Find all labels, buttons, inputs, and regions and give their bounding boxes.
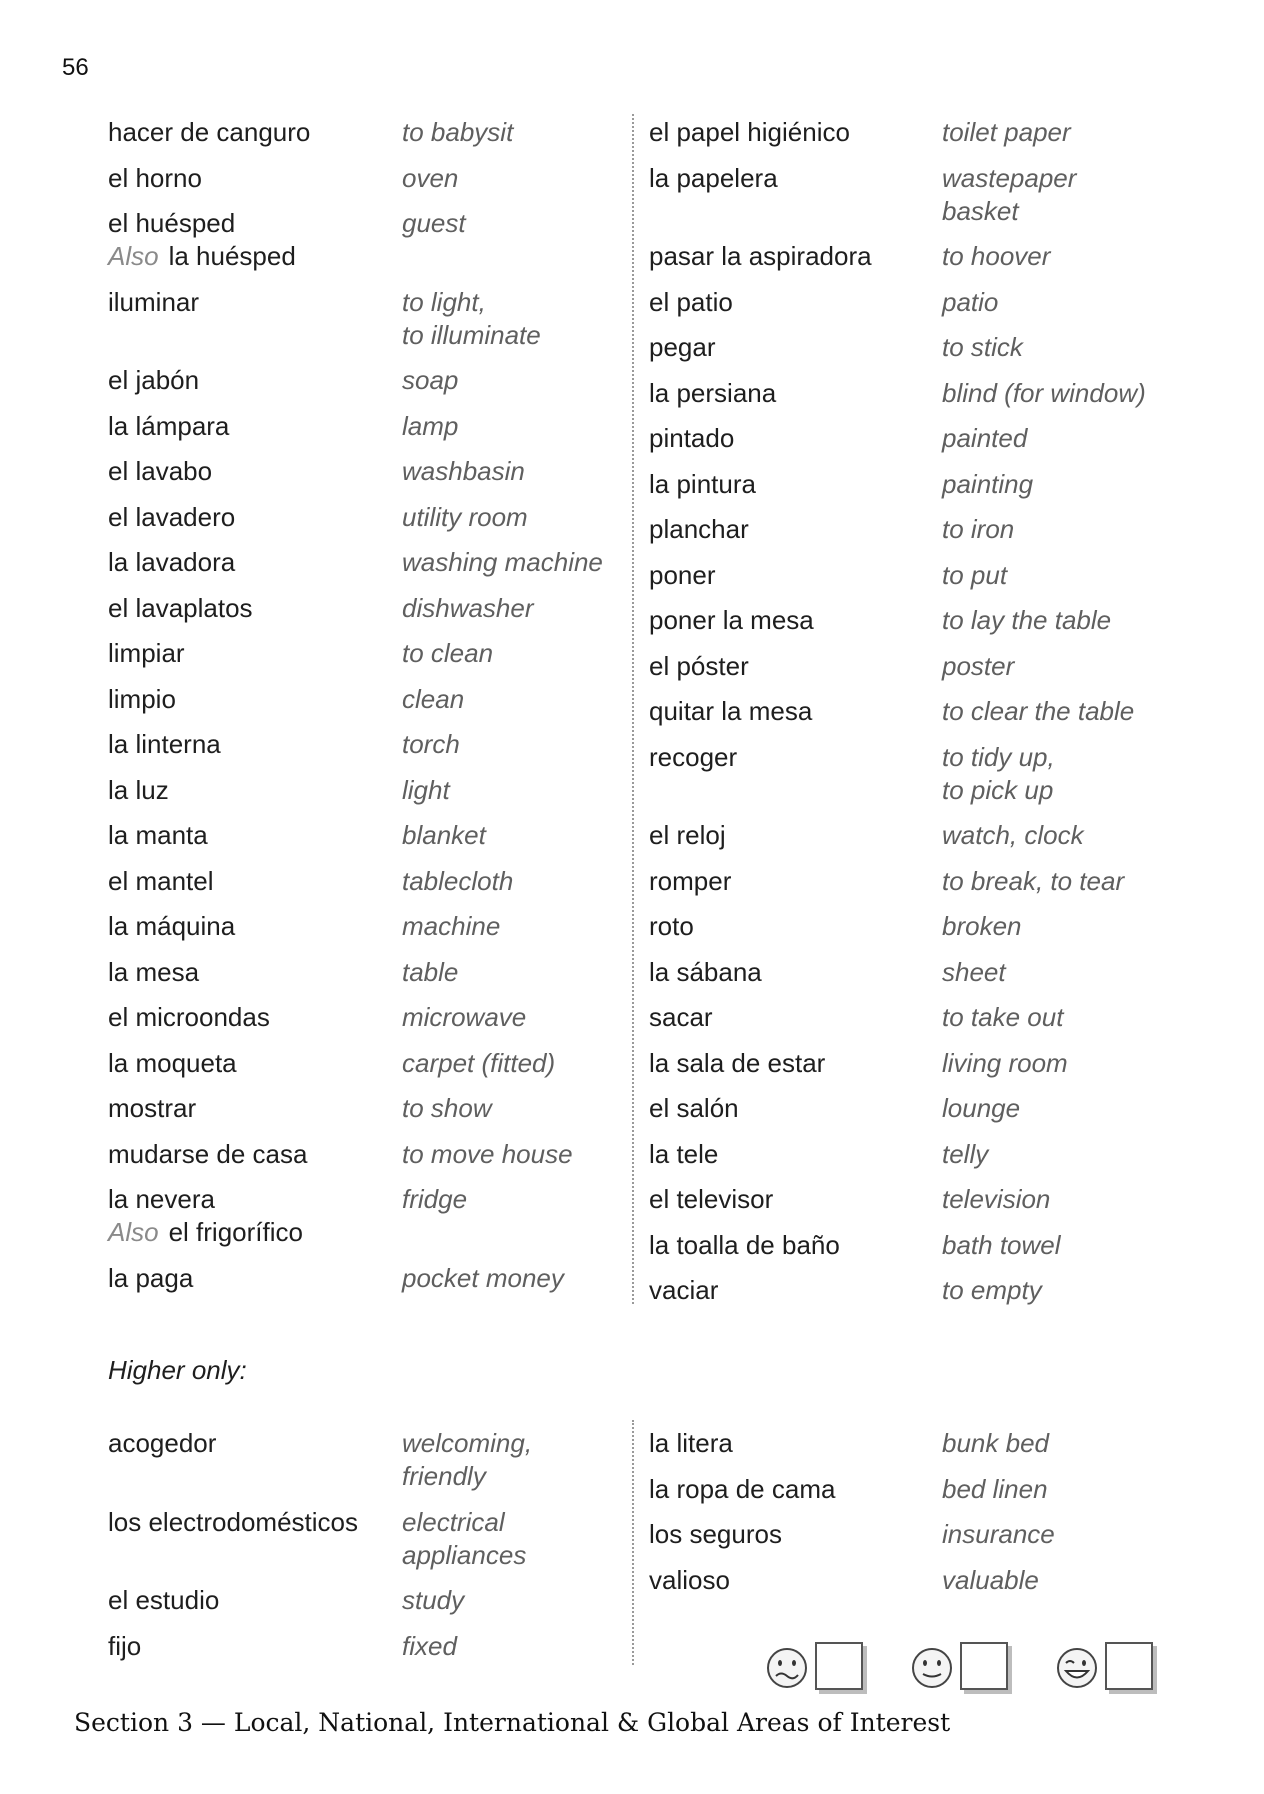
spanish-word: el lavadero: [108, 501, 236, 532]
english-translation: [942, 422, 1027, 455]
translation-line: oven: [402, 162, 459, 193]
translation-line: blind (for window): [942, 377, 1146, 408]
spanish-word: la papelera: [649, 162, 778, 193]
spanish-term: [649, 819, 726, 852]
translation-line: microwave: [402, 1002, 527, 1032]
translation-line: lounge: [942, 1093, 1021, 1123]
english-translation: [942, 865, 1124, 898]
english-translation: [402, 116, 513, 149]
spanish-word: la sala de estar: [649, 1047, 826, 1078]
translation-line: sheet: [942, 956, 1006, 987]
english-translation: [402, 162, 458, 195]
english-translation: [942, 1274, 1042, 1307]
spanish-term: [108, 910, 235, 943]
confidence-unsure: [765, 1640, 875, 1700]
translation-line: fixed: [402, 1630, 457, 1661]
spanish-term: [649, 240, 872, 273]
spanish-term: [108, 683, 176, 716]
translation-line: friendly: [402, 1461, 486, 1491]
spanish-word: sacar: [649, 1002, 713, 1032]
translation-line: basket: [942, 195, 1019, 226]
column-divider: [632, 114, 634, 1304]
spanish-term: [649, 1473, 835, 1506]
spanish-word: pegar: [649, 332, 716, 362]
confidence-confident: [1055, 1640, 1165, 1700]
spanish-term: [108, 410, 229, 443]
spanish-word: el salón: [649, 1093, 739, 1123]
confident-checkbox[interactable]: [1105, 1642, 1153, 1690]
confident-face-icon: [1055, 1646, 1099, 1690]
english-translation: [942, 1138, 988, 1171]
english-translation: [402, 865, 513, 898]
spanish-term: [649, 1274, 718, 1307]
spanish-term: [108, 774, 169, 807]
spanish-word: los seguros: [649, 1519, 782, 1549]
english-translation: [402, 1183, 467, 1216]
spanish-word: la manta: [108, 820, 208, 850]
spanish-word: la máquina: [108, 911, 236, 941]
spanish-word: los electrodomésticos: [108, 1506, 358, 1537]
english-translation: [402, 819, 486, 852]
spanish-word: la litera: [649, 1428, 733, 1458]
spanish-term: [108, 592, 253, 625]
spanish-term: [649, 650, 749, 683]
spanish-term: [649, 1138, 718, 1171]
spanish-term: [649, 910, 694, 943]
spanish-term: [108, 1262, 193, 1295]
english-translation: [942, 604, 1111, 637]
spanish-word: acogedor: [108, 1428, 217, 1458]
translation-line: to tidy up,: [942, 741, 1055, 772]
translation-line: tablecloth: [402, 865, 514, 896]
translation-line: to stick: [942, 332, 1023, 362]
spanish-term: [108, 501, 235, 534]
english-translation: [402, 207, 466, 240]
spanish-term: [649, 1427, 733, 1460]
spanish-term: [108, 455, 212, 488]
translation-line: wastepaper: [942, 162, 1077, 193]
spanish-word: roto: [649, 911, 694, 941]
english-translation: [942, 1473, 1048, 1506]
spanish-term: [108, 162, 202, 195]
english-translation: [402, 1262, 564, 1295]
spanish-word: quitar la mesa: [649, 696, 813, 726]
english-translation: [942, 1183, 1050, 1216]
english-translation: [402, 455, 525, 488]
translation-line: toilet paper: [942, 117, 1071, 147]
spanish-word: pintado: [649, 423, 735, 453]
spanish-term: [649, 559, 716, 592]
english-translation: [942, 1229, 1061, 1262]
spanish-term: [108, 1630, 141, 1663]
alternative-form: [108, 240, 296, 273]
english-translation: [402, 956, 458, 989]
translation-line: living room: [942, 1047, 1068, 1078]
translation-line: telly: [942, 1138, 989, 1169]
english-translation: [942, 910, 1022, 943]
spanish-term: [108, 1092, 196, 1125]
spanish-word: el reloj: [649, 820, 726, 850]
english-translation: [942, 286, 998, 319]
spanish-word: el horno: [108, 162, 202, 193]
translation-line: to clean: [402, 638, 494, 668]
spanish-word: la moqueta: [108, 1047, 237, 1078]
ok-face-icon: [910, 1646, 954, 1690]
english-translation: [942, 650, 1014, 683]
translation-line: bed linen: [942, 1473, 1048, 1504]
translation-line: pocket money: [402, 1262, 564, 1293]
spanish-word: planchar: [649, 514, 749, 544]
english-translation: [942, 377, 1146, 410]
translation-line: television: [942, 1184, 1051, 1214]
spanish-word: la nevera: [108, 1184, 215, 1214]
translation-line: washing machine: [402, 547, 603, 577]
spanish-word: el lavaplatos: [108, 592, 253, 623]
spanish-term: [649, 1564, 730, 1597]
spanish-term: [649, 468, 756, 501]
translation-line: to take out: [942, 1002, 1064, 1032]
translation-line: to empty: [942, 1275, 1042, 1305]
spanish-word: el mantel: [108, 865, 214, 896]
english-translation: [942, 559, 1007, 592]
spanish-word: limpio: [108, 683, 176, 714]
spanish-term: [649, 695, 812, 728]
translation-line: utility room: [402, 501, 528, 532]
english-translation: [942, 1427, 1049, 1460]
english-translation: [402, 774, 450, 807]
english-translation: [942, 1518, 1055, 1551]
translation-line: to iron: [942, 514, 1015, 544]
spanish-term: [108, 819, 208, 852]
english-translation: [402, 1001, 526, 1034]
translation-line: to break, to tear: [942, 865, 1125, 896]
spanish-term: [649, 1183, 773, 1216]
translation-line: to hoover: [942, 241, 1051, 271]
translation-line: painted: [942, 423, 1028, 453]
spanish-word: mostrar: [108, 1093, 197, 1123]
translation-line: electrical: [402, 1506, 505, 1537]
spanish-word: el televisor: [649, 1184, 774, 1214]
spanish-term: [108, 865, 214, 898]
spanish-term: [108, 1427, 216, 1460]
higher-column-divider: [632, 1420, 634, 1665]
translation-line: bunk bed: [942, 1428, 1049, 1458]
translation-line: poster: [942, 650, 1015, 681]
also-label: Also: [108, 241, 159, 271]
section-footer: Section 3 — Local, National, International & Global Areas of Interest: [74, 1708, 951, 1737]
translation-line: to put: [942, 559, 1008, 590]
translation-line: to babysit: [402, 117, 514, 147]
translation-line: to lay the table: [942, 605, 1112, 635]
english-translation: [402, 501, 528, 534]
english-translation: [942, 1092, 1020, 1125]
english-translation: [942, 819, 1084, 852]
spanish-term: [649, 956, 762, 989]
english-translation: [402, 1630, 457, 1663]
translation-line: appliances: [402, 1539, 527, 1570]
english-translation: [402, 286, 541, 352]
spanish-term: [649, 513, 749, 546]
spanish-word: el patio: [649, 286, 733, 317]
spanish-word: el lavabo: [108, 456, 213, 486]
translation-line: washbasin: [402, 456, 525, 486]
translation-line: valuable: [942, 1564, 1039, 1595]
spanish-word: hacer de canguro: [108, 117, 311, 147]
spanish-word: mudarse de casa: [108, 1138, 308, 1169]
spanish-word: iluminar: [108, 286, 200, 317]
spanish-term: [108, 1584, 219, 1617]
english-translation: [402, 1427, 532, 1493]
spanish-term: [108, 637, 185, 670]
translation-line: machine: [402, 911, 501, 941]
spanish-word: valioso: [649, 1564, 730, 1595]
translation-line: fridge: [402, 1184, 468, 1214]
english-translation: [402, 1047, 555, 1080]
spanish-term: [649, 422, 734, 455]
spanish-word: el papel higiénico: [649, 117, 850, 147]
spanish-word: pasar la aspiradora: [649, 241, 872, 271]
translation-line: soap: [402, 365, 459, 395]
english-translation: [942, 240, 1050, 273]
also-label: Also: [108, 1217, 159, 1247]
english-translation: [402, 1584, 464, 1617]
english-translation: [402, 546, 603, 579]
english-translation: [942, 1001, 1063, 1034]
spanish-term: [108, 1506, 358, 1539]
higher-only-heading: Higher only:: [108, 1355, 247, 1385]
english-translation: [402, 1506, 526, 1572]
spanish-term: [108, 1138, 307, 1171]
english-translation: [402, 910, 500, 943]
ok-checkbox[interactable]: [960, 1642, 1008, 1690]
spanish-word: recoger: [649, 741, 738, 772]
translation-line: table: [402, 956, 459, 987]
vocab-column-right: [649, 116, 1169, 1320]
english-translation: [942, 741, 1055, 807]
spanish-term: [108, 1001, 270, 1034]
spanish-word: la pintura: [649, 468, 756, 499]
spanish-term: [649, 1518, 782, 1551]
spanish-term: [649, 162, 778, 195]
spanish-word: el huésped: [108, 208, 236, 238]
spanish-word: el póster: [649, 650, 749, 681]
spanish-term: [649, 865, 731, 898]
english-translation: [942, 162, 1076, 228]
spanish-word: la paga: [108, 1262, 194, 1293]
english-translation: [402, 364, 458, 397]
translation-line: broken: [942, 911, 1022, 941]
translation-line: dishwasher: [402, 592, 534, 623]
spanish-term: [108, 364, 199, 397]
translation-line: carpet (fitted): [402, 1047, 556, 1078]
spanish-word: la sábana: [649, 956, 762, 987]
spanish-word: la persiana: [649, 377, 777, 408]
spanish-word: la lámpara: [108, 410, 230, 441]
spanish-term: [108, 546, 235, 579]
translation-line: to illuminate: [402, 319, 541, 350]
spanish-word: la lavadora: [108, 547, 236, 577]
english-translation: [942, 695, 1134, 728]
alternative-form: [108, 1216, 303, 1249]
confidence-checkboxes: [760, 1640, 1170, 1700]
translation-line: blanket: [402, 820, 486, 850]
spanish-word: la tele: [649, 1138, 719, 1169]
spanish-term: [649, 116, 850, 149]
english-translation: [942, 1564, 1039, 1597]
translation-line: guest: [402, 208, 466, 238]
spanish-term: [108, 1047, 237, 1080]
alternative-word: el frigorífico: [168, 1217, 303, 1247]
english-translation: [942, 331, 1023, 364]
spanish-term: [649, 331, 716, 364]
unsure-face-icon: [765, 1646, 809, 1690]
spanish-word: la toalla de baño: [649, 1229, 840, 1260]
spanish-term: [108, 1183, 303, 1249]
english-translation: [942, 513, 1014, 546]
spanish-word: vaciar: [649, 1275, 719, 1305]
spanish-word: limpiar: [108, 638, 185, 668]
translation-line: painting: [942, 468, 1034, 499]
spanish-word: la ropa de cama: [649, 1473, 836, 1504]
translation-line: to light,: [402, 286, 486, 317]
spanish-term: [649, 1092, 739, 1125]
spanish-term: [108, 286, 199, 319]
unsure-checkbox[interactable]: [815, 1642, 863, 1690]
spanish-term: [649, 1047, 825, 1080]
translation-line: to show: [402, 1093, 492, 1123]
spanish-word: el microondas: [108, 1002, 270, 1032]
translation-line: light: [402, 774, 450, 805]
english-translation: [942, 468, 1033, 501]
spanish-word: el estudio: [108, 1585, 220, 1615]
translation-line: clean: [402, 683, 465, 714]
spanish-term: [649, 741, 737, 774]
spanish-word: poner: [649, 559, 716, 590]
english-translation: [942, 1047, 1068, 1080]
higher-column-left: [108, 1427, 628, 1675]
english-translation: [402, 1092, 492, 1125]
spanish-word: fijo: [108, 1630, 142, 1661]
spanish-term: [649, 1001, 713, 1034]
translation-line: patio: [942, 286, 999, 317]
english-translation: [402, 1138, 573, 1171]
english-translation: [402, 637, 493, 670]
english-translation: [402, 683, 464, 716]
translation-line: to clear the table: [942, 696, 1135, 726]
translation-line: lamp: [402, 410, 459, 441]
english-translation: [402, 410, 458, 443]
spanish-term: [108, 116, 310, 149]
spanish-term: [649, 286, 733, 319]
translation-line: bath towel: [942, 1229, 1061, 1260]
translation-line: to pick up: [942, 774, 1054, 805]
translation-line: insurance: [942, 1519, 1055, 1549]
higher-column-right: [649, 1427, 1169, 1609]
translation-line: welcoming,: [402, 1428, 533, 1458]
spanish-word: la luz: [108, 774, 169, 805]
spanish-term: [649, 604, 814, 637]
translation-line: watch, clock: [942, 820, 1084, 850]
spanish-term: [108, 728, 221, 761]
alternative-word: la huésped: [168, 241, 296, 271]
spanish-term: [108, 207, 296, 273]
english-translation: [402, 728, 460, 761]
translation-line: study: [402, 1585, 465, 1615]
spanish-word: la linterna: [108, 729, 221, 759]
spanish-word: romper: [649, 865, 732, 896]
spanish-word: poner la mesa: [649, 605, 814, 635]
spanish-term: [108, 956, 199, 989]
translation-line: to move house: [402, 1138, 573, 1169]
english-translation: [402, 592, 534, 625]
spanish-word: la mesa: [108, 956, 200, 987]
spanish-word: el jabón: [108, 365, 200, 395]
page-number: 56: [62, 54, 89, 81]
english-translation: [942, 956, 1006, 989]
english-translation: [942, 116, 1071, 149]
confidence-ok: [910, 1640, 1020, 1700]
spanish-term: [649, 1229, 840, 1262]
spanish-term: [649, 377, 776, 410]
vocab-column-left: [108, 116, 628, 1307]
translation-line: torch: [402, 729, 460, 759]
